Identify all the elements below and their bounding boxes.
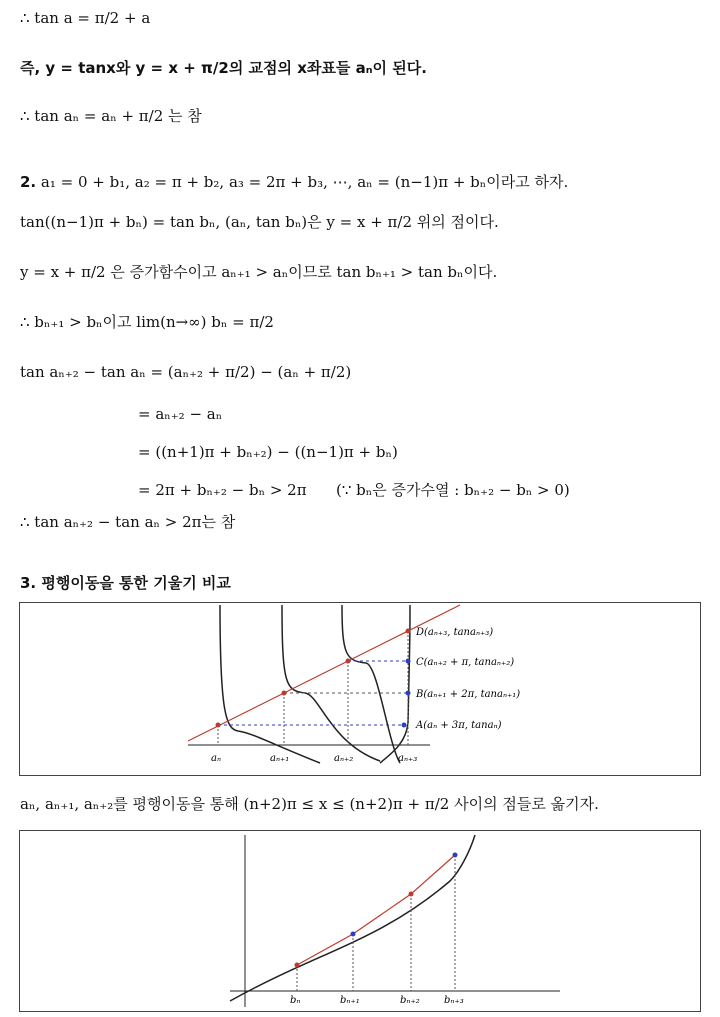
label-A: A(aₙ + 3π, tanaₙ)	[416, 720, 502, 731]
tan-curve-1	[220, 605, 320, 763]
section2-number: 2.	[20, 173, 37, 191]
tan-curve-3	[342, 605, 400, 763]
line-tan-an	[20, 106, 202, 126]
xtick-an3: aₙ₊₃	[398, 753, 418, 764]
point-an1	[282, 691, 287, 696]
xtick-an: aₙ	[211, 753, 222, 764]
text-l6: y = x + π/2 은 증가함수이고 aₙ₊₁ > aₙ이므로 tan bₙ₊₁ > tan bₙ이다.	[20, 263, 498, 281]
section3-title: 3. 평행이동을 통한 기울기 비교	[20, 574, 231, 592]
text-l4: a₁ = 0 + b₁, a₂ = π + b₂, a₃ = 2π + b₃, ⋯, aₙ = (n−1)π + bₙ이라고 하자.	[40, 173, 569, 191]
xtick-bn3: bₙ₊₃	[444, 995, 464, 1006]
text-l11b: (∵ bₙ은 증가수열 : bₙ₊₂ − bₙ > 0)	[336, 481, 570, 499]
point-bn	[295, 963, 300, 968]
xtick-an2: aₙ₊₂	[334, 753, 354, 764]
point-bn3	[453, 853, 458, 858]
text-l9: = aₙ₊₂ − aₙ	[138, 405, 223, 423]
text-l3: ∴ tan aₙ = aₙ + π/2 는 참	[20, 107, 202, 125]
label-D: D(aₙ₊₃, tanaₙ₊₃)	[416, 627, 494, 638]
point-an	[216, 723, 221, 728]
text-l10: = ((n+1)π + bₙ₊₂) − ((n−1)π + bₙ)	[138, 443, 398, 461]
line-step3	[138, 480, 307, 500]
line-limit	[20, 312, 274, 332]
text-l13: aₙ, aₙ₊₁, aₙ₊₂를 평행이동을 통해 (n+2)π ≤ x ≤ (n+2)π + π/2 사이의 점들로 옮기자.	[20, 795, 599, 813]
point-C	[406, 659, 411, 664]
figure-b-graph	[19, 830, 701, 1012]
text-l1: ∴ tan a = π/2 + a	[20, 9, 151, 27]
line-increasing	[20, 262, 497, 282]
figure-b-svg	[20, 831, 700, 1011]
text-l12: ∴ tan aₙ₊₂ − tan aₙ > 2π는 참	[20, 513, 236, 531]
point-bn2	[409, 892, 414, 897]
point-D	[406, 629, 411, 634]
secant-line	[297, 855, 455, 965]
point-an2	[346, 659, 351, 664]
text-l11: = 2π + bₙ₊₂ − bₙ > 2π	[138, 481, 307, 499]
point-B	[406, 691, 411, 696]
line-tan-a	[20, 8, 150, 28]
xtick-an1: aₙ₊₁	[270, 753, 290, 764]
point-bn1	[351, 932, 356, 937]
label-B: B(aₙ₊₁ + 2π, tanaₙ₊₁)	[416, 689, 521, 700]
text-l8: tan aₙ₊₂ − tan aₙ = (aₙ₊₂ + π/2) − (aₙ + π/2)	[20, 363, 352, 381]
line-translate	[20, 794, 599, 814]
label-C: C(aₙ₊₂ + π, tanaₙ₊₂)	[416, 657, 515, 668]
xtick-bn1: bₙ₊₁	[340, 995, 360, 1006]
line-section2	[20, 172, 568, 192]
line-intersection	[20, 58, 427, 78]
curve-tan-b	[230, 835, 475, 1001]
line-tan-shift	[20, 212, 499, 232]
line-step2	[138, 442, 398, 462]
line-conclusion	[20, 512, 235, 532]
text-l7: ∴ bₙ₊₁ > bₙ이고 lim(n→∞) bₙ = π/2	[20, 313, 274, 331]
line-step3-note	[336, 480, 570, 500]
xtick-bn: bₙ	[290, 995, 301, 1006]
line-diff	[20, 362, 351, 382]
figure-tan-svg	[20, 603, 700, 775]
figure-tan-graph	[19, 602, 701, 776]
point-A	[402, 723, 407, 728]
line-step1	[138, 404, 222, 424]
text-l5: tan((n−1)π + bₙ) = tan bₙ, (aₙ, tan bₙ)은 y = x + π/2 위의 점이다.	[20, 213, 499, 231]
tan-curve-4	[380, 605, 410, 763]
tan-curve-2	[282, 605, 380, 761]
xtick-bn2: bₙ₊₂	[400, 995, 420, 1006]
text-l2: 즉, y = tanx와 y = x + π/2의 교점의 x좌표들 aₙ이 된다.	[20, 59, 427, 77]
